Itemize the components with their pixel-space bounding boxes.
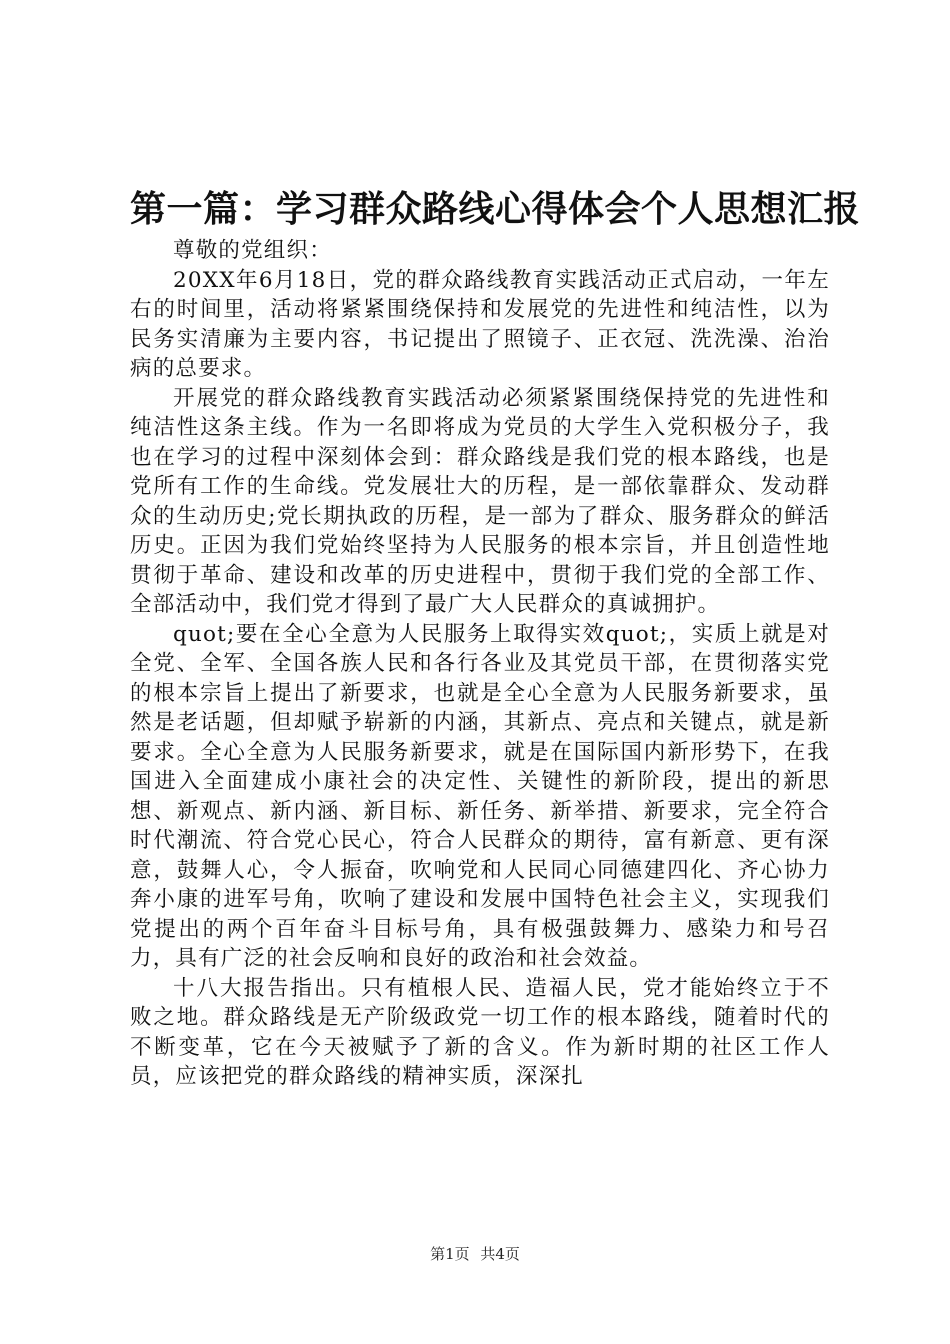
paragraph-4: 十八大报告指出。只有植根人民、造福人民，党才能始终立于不败之地。群众路线是无产阶级政党一切工作的根本路线，随着时代的不断变革，它在今天被赋予了新的含义。作为新时期的社区工作人员，应该把党的群众路线的精神实质，深深扎	[130, 975, 830, 1089]
document-body	[130, 236, 830, 1092]
page-number: 第1页	[430, 1245, 470, 1263]
page-footer	[0, 1244, 950, 1264]
salutation: 尊敬的党组织：	[173, 238, 332, 263]
paragraph-1: 20XX年6月18日，党的群众路线教育实践活动正式启动，一年左右的时间里，活动将紧紧围绕保持和发展党的先进性和纯洁性，以为民务实清廉为主要内容，书记提出了照镜子、正衣冠、洗洗澡、治治病的总要求。	[130, 267, 830, 381]
paragraph-2: 开展党的群众路线教育实践活动必须紧紧围绕保持党的先进性和纯洁性这条主线。作为一名即将成为党员的大学生入党积极分子，我也在学习的过程中深刻体会到：群众路线是我们党的根本路线，也是党所有工作的生命线。党发展壮大的历程，是一部依靠群众、发动群众的生动历史;党长期执政的历程，是一部为了群众、服务群众的鲜活历史。正因为我们党始终坚持为人民服务的根本宗旨，并且创造性地贯彻于革命、建设和改革的历史进程中，贯彻于我们党的全部工作、全部活动中，我们党才得到了最广大人民群众的真诚拥护。	[130, 385, 830, 617]
page-total: 共4页	[480, 1245, 520, 1263]
document-title: 第一篇：学习群众路线心得体会个人思想汇报	[130, 189, 861, 230]
paragraph-3: quot;要在全心全意为人民服务上取得实效quot;，实质上就是对全党、全军、全国各族人民和各行各业及其党员干部，在贯彻落实党的根本宗旨上提出了新要求，也就是全心全意为人民服务新要求，虽然是老话题，但却赋予崭新的内涵，其新点、亮点和关键点，就是新要求。全心全意为人民服务新要求，就是在国际国内新形势下，在我国进入全面建成小康社会的决定性、关键性的新阶段，提出的新思想、新观点、新内涵、新目标、新任务、新举措、新要求，完全符合时代潮流、符合党心民心，符合人民群众的期待，富有新意、更有深意，鼓舞人心，令人振奋，吹响党和人民同心同德建四化、齐心协力奔小康的进军号角，吹响了建设和发展中国特色社会主义，实现我们党提出的两个百年奋斗目标号角，具有极强鼓舞力、感染力和号召力，具有广泛的社会反响和良好的政治和社会效益。	[130, 621, 830, 971]
